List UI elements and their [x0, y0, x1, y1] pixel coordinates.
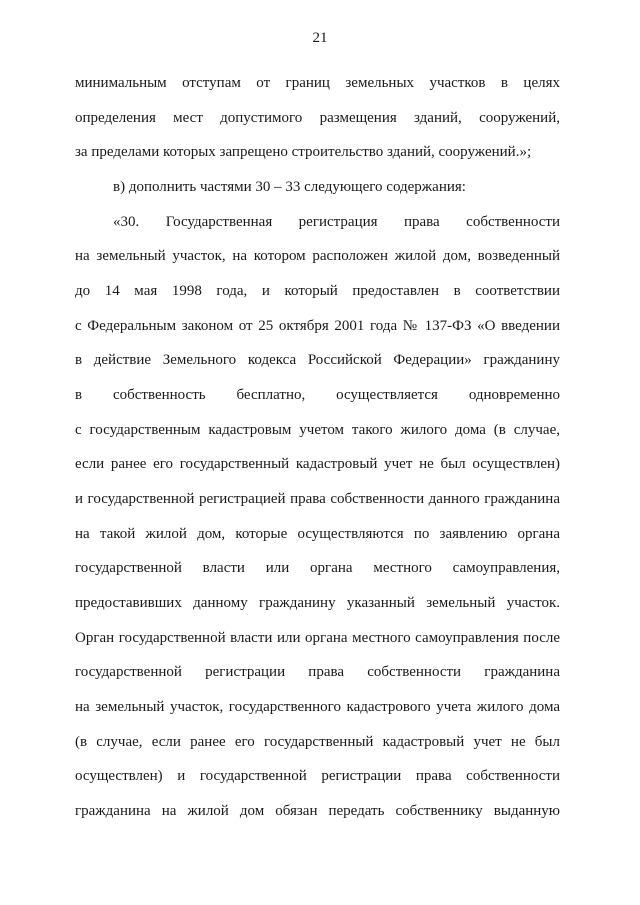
text-line: в) дополнить частями 30 – 33 следующего содержания:	[113, 179, 466, 195]
text-line: минимальным отступам от границ земельных участков в целях	[75, 75, 560, 91]
text-line: на земельный участок, на котором расположен жилой дом, возведенный	[75, 248, 560, 264]
text-line: если ранее его государственный кадастровый учет не был осуществлен)	[75, 456, 560, 472]
text-line: с государственным кадастровым учетом такого жилого дома (в случае,	[75, 422, 560, 438]
text-line: государственной регистрации права собственности гражданина	[75, 664, 560, 680]
text-line: государственной власти или органа местного самоуправления,	[75, 560, 560, 576]
text-line: (в случае, если ранее его государственный кадастровый учет не был	[75, 734, 560, 750]
text-line: в собственность бесплатно, осуществляется одновременно	[75, 387, 560, 403]
text-line: на такой жилой дом, которые осуществляются по заявлению органа	[75, 526, 560, 542]
text-line: осуществлен) и государственной регистрации права собственности	[75, 768, 560, 784]
text-line: до 14 мая 1998 года, и который предоставлен в соответствии	[75, 283, 560, 299]
text-line: Орган государственной власти или органа местного самоуправления после	[75, 630, 560, 646]
text-line: гражданина на жилой дом обязан передать собственнику выданную	[75, 803, 560, 819]
text-line: предоставивших данному гражданину указанный земельный участок.	[75, 595, 560, 611]
text-line: определения мест допустимого размещения зданий, сооружений,	[75, 110, 560, 126]
text-line: «30. Государственная регистрация права собственности	[113, 214, 560, 230]
text-line: в действие Земельного кодекса Российской Федерации» гражданину	[75, 352, 560, 368]
text-line: с Федеральным законом от 25 октября 2001 года № 137-ФЗ «О введении	[75, 318, 560, 334]
text-line: за пределами которых запрещено строительство зданий, сооружений.»;	[75, 144, 532, 160]
text-line: и государственной регистрацией права собственности данного гражданина	[75, 491, 560, 507]
page-number: 21	[312, 30, 328, 46]
text-line: на земельный участок, государственного кадастрового учета жилого дома	[75, 699, 560, 715]
